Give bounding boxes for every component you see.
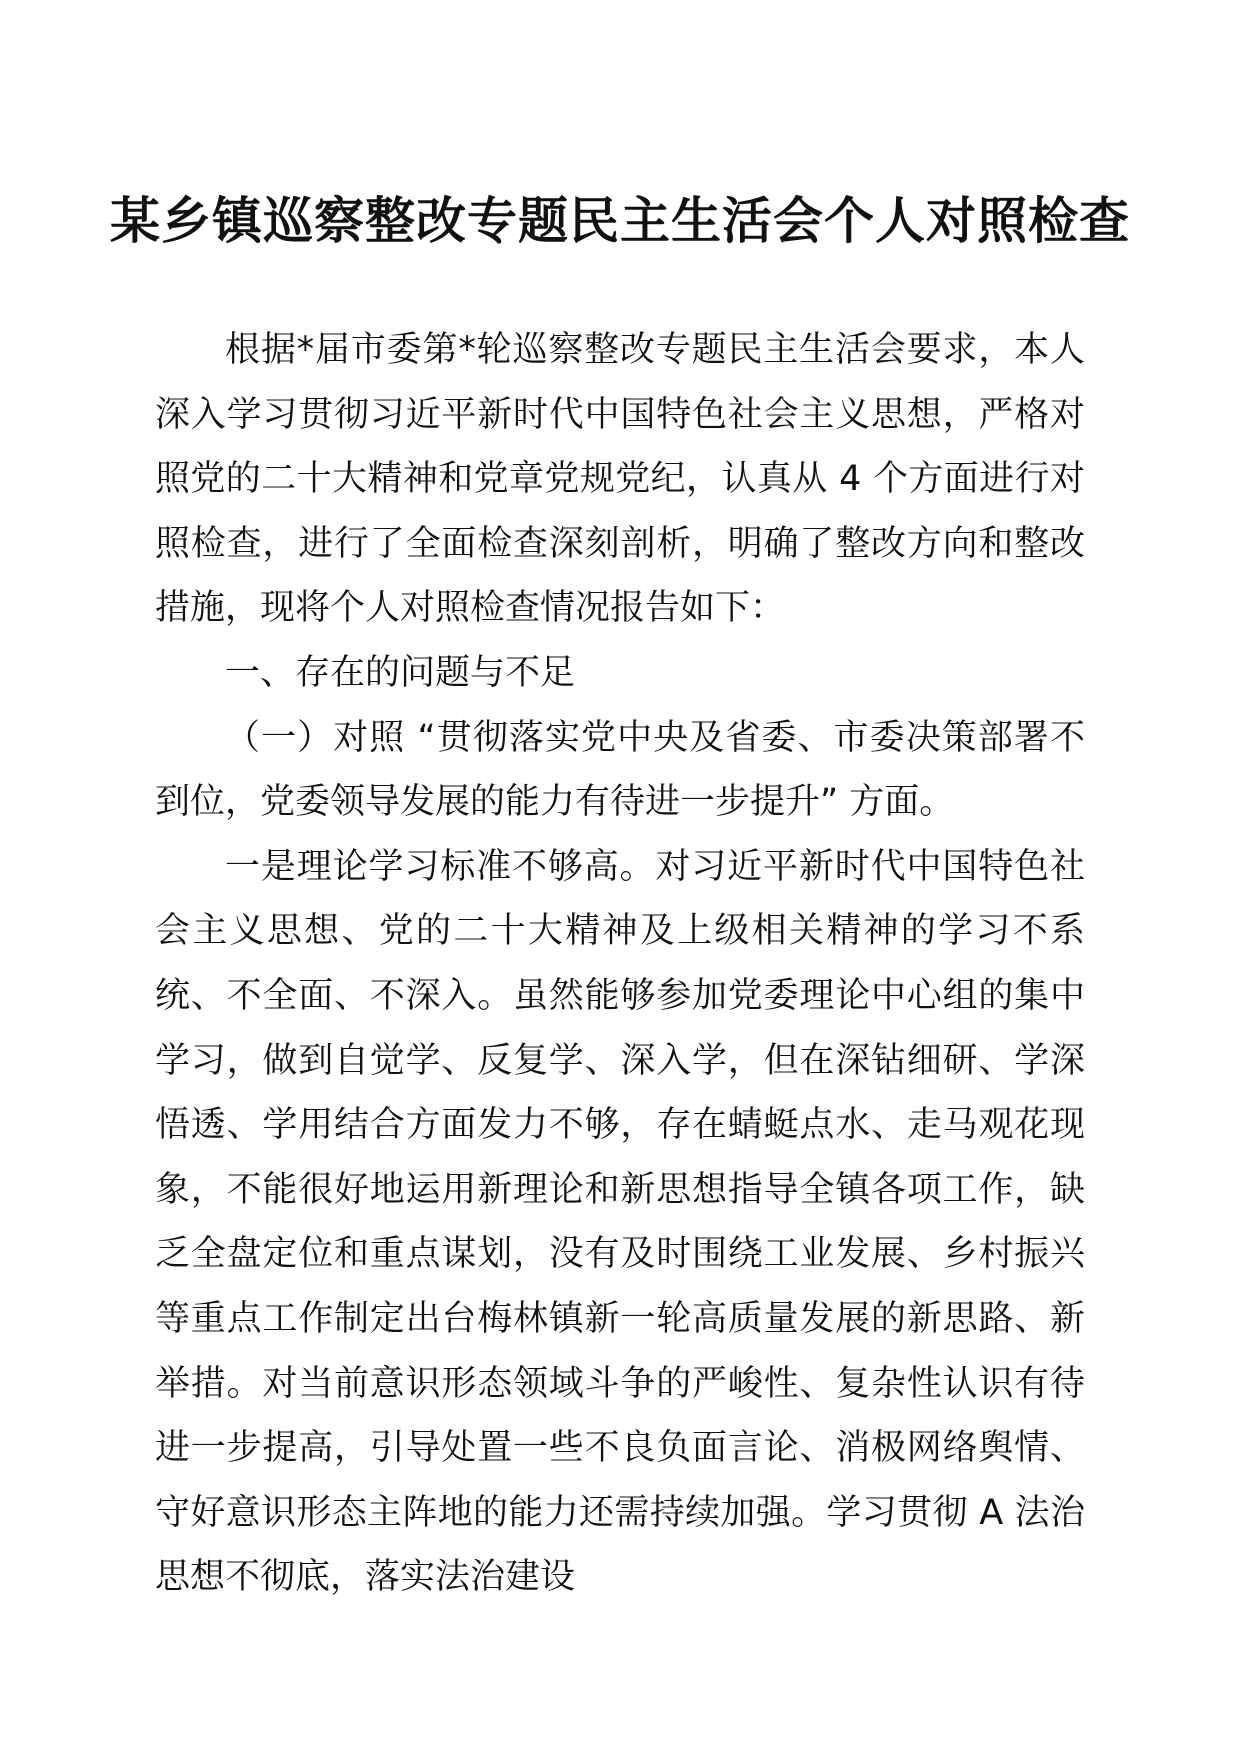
document-body [155, 318, 1085, 1610]
section-heading: 一、存在的问题与不足 [225, 652, 576, 693]
document-title: 某乡镇巡察整改专题民主生活会个人对照检查 [110, 192, 1130, 250]
subsection-heading: （一）对照 “贯彻落实党中央及省委、市委决策部署不到位，党委领导发展的能力有待进一步提升” 方面。 [155, 717, 1085, 823]
body-paragraph: 一是理论学习标准不够高。对习近平新时代中国特色社会主义思想、党的二十大精神及上级相关精神的学习不系统、不全面、不深入。虽然能够参加党委理论中心组的集中学习，做到自觉学、反复学、深入学，但在深钻细研、学深悟透、学用结合方面发力不够，存在蜻蜓点水、走马观花现象，不能很好地运用新理论和新思想指导全镇各项工作，缺乏全盘定位和重点谋划，没有及时围绕工业发展、乡村振兴等重点工作制定出台梅林镇新一轮高质量发展的新思路、新举措。对当前意识形态领域斗争的严峻性、复杂性认识有待进一步提高，引导处置一些不良负面言论、消极网络舆情、守好意识形态主阵地的能力还需持续加强。学习贯彻 A 法治思想不彻底，落实法治建设 [155, 846, 1085, 1598]
intro-paragraph: 根据*届市委第*轮巡察整改专题民主生活会要求，本人深入学习贯彻习近平新时代中国特色社会主义思想，严格对照党的二十大精神和党章党规党纪，认真从 4 个方面进行对照检查，进行了全面检查深刻剖析，明确了整改方向和整改措施，现将个人对照检查情况报告如下： [155, 330, 1085, 629]
